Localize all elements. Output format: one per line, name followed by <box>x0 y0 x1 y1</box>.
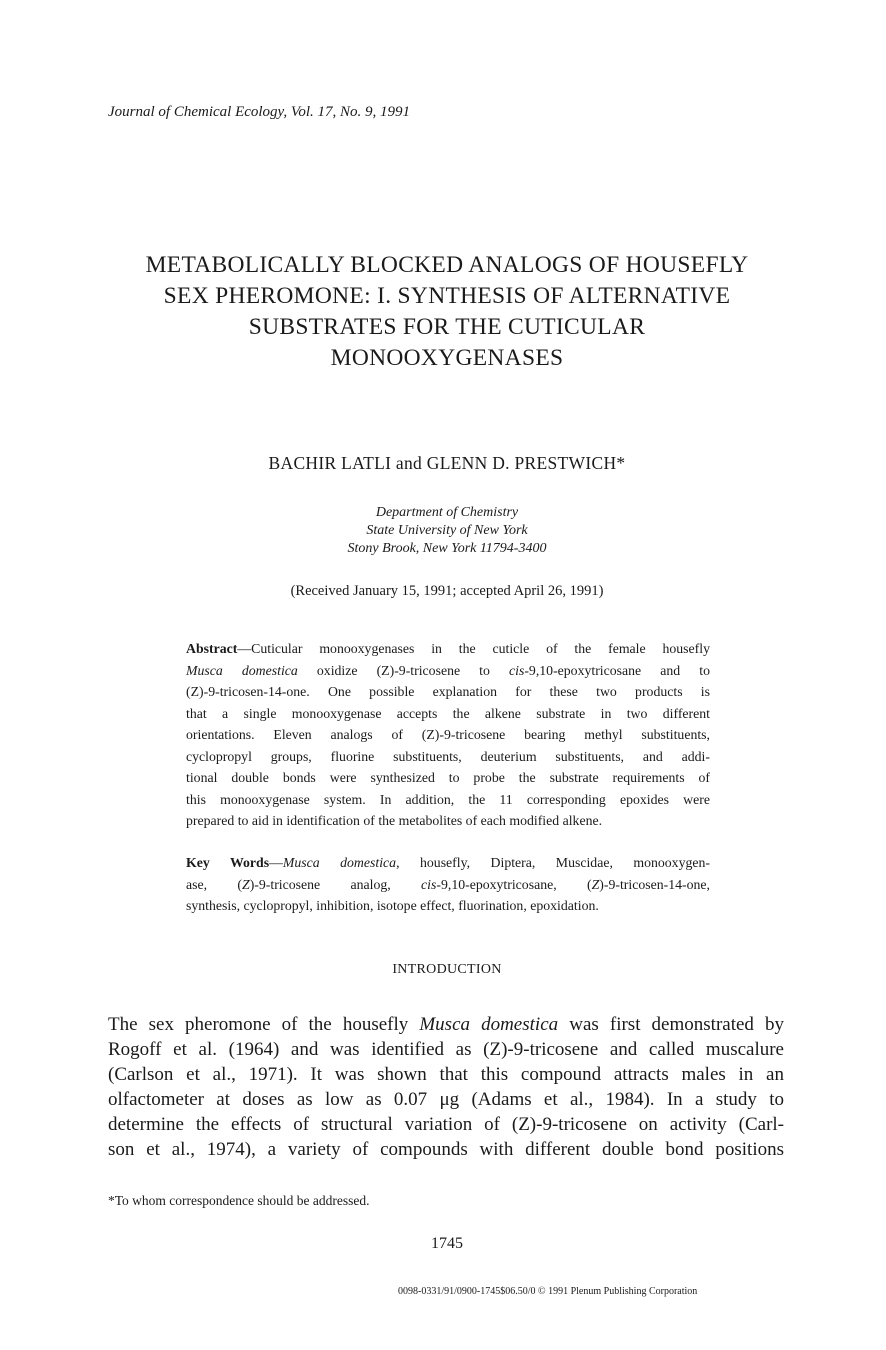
affiliation-department: Department of Chemistry <box>375 505 519 520</box>
title-line: SUBSTRATES FOR THE CUTICULAR <box>248 314 646 340</box>
authors: BACHIR LATLI and GLENN D. PRESTWICH* <box>268 453 626 473</box>
abstract-line: prepared to aid in identification of the metabolites of each modified alkene. <box>186 813 603 828</box>
body-line: (Carlson et al., 1971). It was shown that this compound attracts males in an <box>108 1064 784 1085</box>
title-line: SEX PHEROMONE: I. SYNTHESIS OF ALTERNATIVE <box>163 283 731 309</box>
keywords-line: synthesis, cyclopropyl, inhibition, isotope effect, fluorination, epoxidation. <box>186 898 599 913</box>
body-line: Rogoff et al. (1964) and was identified as (Z)-9-tricosene and called muscalure <box>108 1039 784 1060</box>
keywords-label: Key Words <box>186 855 270 870</box>
received-dates: (Received January 15, 1991; accepted April 26, 1991) <box>290 583 604 599</box>
keywords-line: ase, (Z)-9-tricosene analog, cis-9,10-epoxytricosane, (Z)-9-tricosen-14-one, <box>186 876 710 892</box>
abstract-line: cyclopropyl groups, fluorine substituents, deuterium substituents, and addi- <box>186 748 710 764</box>
affiliation-address: Stony Brook, New York 11794-3400 <box>347 541 547 556</box>
copyright-line: 0098-0331/91/0900-1745$06.50/0 © 1991 Plenum Publishing Corporation <box>398 1286 698 1297</box>
abstract-line: that a single monooxygenase accepts the alkene substrate in two different <box>186 705 710 721</box>
journal-citation: Journal of Chemical Ecology, Vol. 17, No. 9, 1991 <box>108 104 411 120</box>
keywords-line: Key Words—Musca domestica, housefly, Diptera, Muscidae, monooxygen- <box>186 855 710 870</box>
title-line: MONOOXYGENASES <box>330 345 564 371</box>
body-line: determine the effects of structural variation of (Z)-9-tricosene on activity (Carl- <box>108 1114 784 1135</box>
key-words <box>186 852 710 917</box>
affiliation-university: State University of New York <box>366 523 528 538</box>
article-title <box>100 250 794 374</box>
abstract-line: Musca domestica oxidize (Z)-9-tricosene to cis-9,10-epoxytricosane and to <box>186 662 710 678</box>
abstract-line: orientations. Eleven analogs of (Z)-9-tricosene bearing methyl substituents, <box>186 727 710 742</box>
abstract-line: tional double bonds were synthesized to probe the substrate requirements of <box>186 770 710 785</box>
abstract-line: Abstract—Cuticular monooxygenases in the cuticle of the female housefly <box>186 641 710 656</box>
footnote: *To whom correspondence should be addressed. <box>108 1193 370 1208</box>
body-line: son et al., 1974), a variety of compounds with different double bond positions <box>108 1139 784 1160</box>
abstract-line: (Z)-9-tricosen-14-one. One possible explanation for these two products is <box>186 684 710 699</box>
section-heading-introduction: INTRODUCTION <box>392 962 502 977</box>
abstract-line: this monooxygenase system. In addition, the 11 corresponding epoxides were <box>186 791 710 807</box>
introduction-body <box>108 1012 784 1162</box>
abstract <box>186 638 710 832</box>
abstract-label: Abstract <box>186 641 238 656</box>
title-line: METABOLICALLY BLOCKED ANALOGS OF HOUSEFLY <box>145 252 749 278</box>
affiliation <box>100 504 794 558</box>
page-number: 1745 <box>431 1235 463 1252</box>
body-line: olfactometer at doses as low as 0.07 μg (Adams et al., 1984). In a study to <box>108 1089 784 1110</box>
body-line: The sex pheromone of the housefly Musca domestica was first demonstrated by <box>108 1014 785 1035</box>
